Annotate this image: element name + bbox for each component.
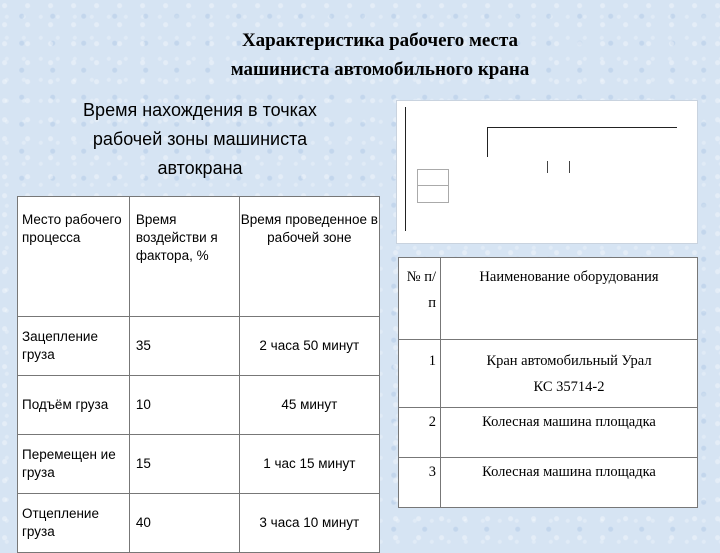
time-table	[17, 196, 380, 553]
table-cell: Подъём груза	[18, 376, 130, 435]
table-cell: 15	[129, 435, 239, 494]
table-cell: Колесная машина площадка	[441, 408, 698, 458]
subtitle-line-3: автокрана	[157, 158, 243, 178]
page-title	[150, 26, 610, 84]
diagram-line	[487, 127, 488, 157]
table-cell: 40	[129, 494, 239, 553]
section-subtitle	[40, 96, 360, 183]
table-row	[399, 458, 698, 508]
table-cell: 10	[129, 376, 239, 435]
column-header: № п/п	[399, 258, 441, 340]
table-cell: 1 час 15 минут	[239, 435, 379, 494]
table-cell	[441, 340, 698, 408]
table-row	[399, 340, 698, 408]
column-header: Время проведенное в рабочей зоне	[239, 197, 379, 317]
column-header: Время воздействи я фактора, %	[129, 197, 239, 317]
table-cell: 2 часа 50 минут	[239, 317, 379, 376]
table-cell: 45 минут	[239, 376, 379, 435]
table-cell: Отцепление груза	[18, 494, 130, 553]
title-line-2: машиниста автомобильного крана	[230, 59, 530, 80]
table-cell: 1	[399, 340, 441, 408]
table-header-row	[18, 197, 380, 317]
table-cell: Перемещен ие груза	[18, 435, 130, 494]
table-row	[18, 494, 380, 553]
diagram-line	[418, 185, 448, 186]
table-row	[18, 435, 380, 494]
table-cell: 35	[129, 317, 239, 376]
table-cell: Зацепление груза	[18, 317, 130, 376]
subtitle-line-1: Время нахождения в точках	[83, 100, 317, 120]
diagram-tick	[547, 161, 548, 173]
diagram-line	[487, 127, 677, 128]
table-row	[18, 317, 380, 376]
table-header-row	[399, 258, 698, 340]
equipment-table	[398, 257, 698, 508]
subtitle-line-2: рабочей зоны машиниста	[92, 129, 308, 149]
table-cell: 2	[399, 408, 441, 458]
diagram-box	[417, 169, 449, 203]
diagram-tick	[569, 161, 570, 173]
diagram-thumbnail	[396, 100, 698, 244]
table-row	[18, 376, 380, 435]
table-row	[399, 408, 698, 458]
diagram-axis	[405, 107, 406, 231]
column-header: Наименование оборудования	[441, 258, 698, 340]
table-cell: 3 часа 10 минут	[239, 494, 379, 553]
table-cell: 3	[399, 458, 441, 508]
title-line-1: Характеристика рабочего места	[241, 30, 519, 51]
table-cell: Колесная машина площадка	[441, 458, 698, 508]
equipment-name: Кран автомобильный Урал	[486, 353, 652, 369]
equipment-model: КС 35714-2	[533, 379, 605, 395]
column-header: Место рабочего процесса	[18, 197, 130, 317]
